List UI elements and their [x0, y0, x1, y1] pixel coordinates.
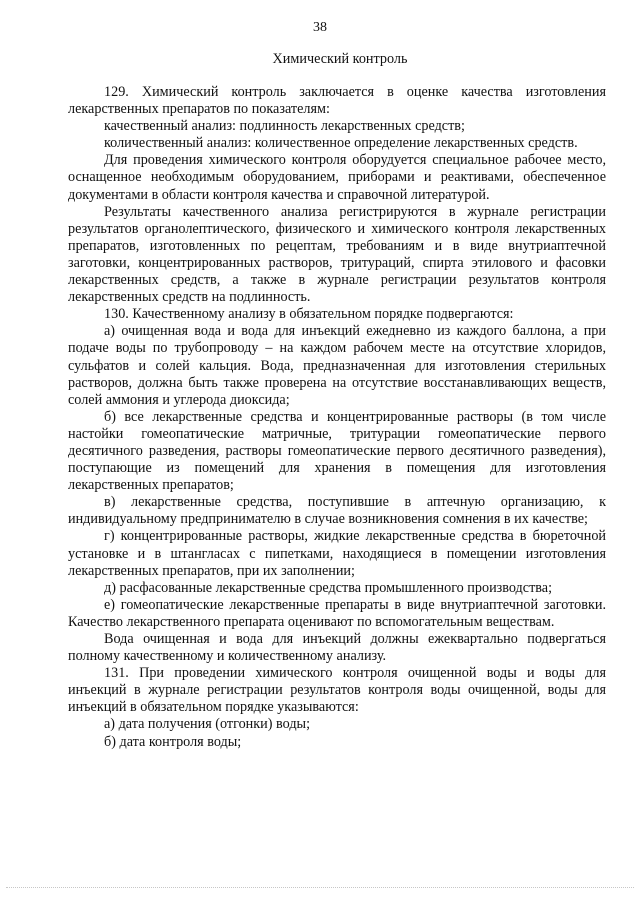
paragraph-workplace-equipment: Для проведения химического контроля оборудуется специальное рабочее место, оснащенное необходимым оборудованием, приборами и реактивами, обеспеченное документами в области контроля качества и справочной литературой.: [68, 152, 606, 203]
paragraph-129-intro: 129. Химический контроль заключается в оценке качества изготовления лекарственных препаратов по показателям:: [68, 84, 606, 118]
list-item-v-received: в) лекарственные средства, поступившие в аптечную организацию, к индивидуальному предпринимателю в случае возникновения сомнения в их качестве;: [68, 494, 606, 528]
paragraph-130-intro: 130. Качественному анализу в обязательном порядке подвергаются:: [104, 306, 514, 323]
list-item-e-homeopathic: е) гомеопатические лекарственные препараты в виде внутриаптечной заготовки. Качество лекарственного препарата оценивают по вспомогательным веществам.: [68, 596, 606, 630]
list-item-g-concentrated: г) концентрированные растворы, жидкие лекарственные средства в бюреточной установке и в штангласах с пипетками, находящиеся в помещении изготовления лекарственных препаратов, при их заполнении;: [68, 528, 606, 579]
document-body: [68, 84, 606, 751]
section-title: Химический контроль: [272, 51, 408, 67]
list-item-d-packaged: д) расфасованные лекарственные средства промышленного производства;: [104, 579, 553, 596]
list-item-b-date-control: б) дата контроля воды;: [104, 733, 242, 750]
list-item-a-date-received: а) дата получения (отгонки) воды;: [104, 716, 311, 733]
paragraph-quantitative-analysis: количественный анализ: количественное определение лекарственных средств.: [104, 135, 578, 152]
list-item-b-substances: б) все лекарственные средства и концентрированные растворы (в том числе настойки гомеопатические матричные, тритурации гомеопатические первого десятичного разведения, растворы гомеопатические первого десятичного разведения), поступающие из помещений для хранения в помещения для изготовления лекарственных препаратов;: [68, 408, 606, 494]
paragraph-131-intro: 131. При проведении химического контроля очищенной воды и воды для инъекций в журнале регистрации результатов контроля воды очищенной, воды для инъекций в обязательном порядке указываются:: [68, 665, 606, 716]
paragraph-qualitative-analysis: качественный анализ: подлинность лекарственных средств;: [104, 118, 465, 135]
page-number: 38: [313, 20, 327, 35]
paragraph-quarterly-analysis: Вода очищенная и вода для инъекций должны ежеквартально подвергаться полному качественному и количественному анализу.: [68, 631, 606, 665]
list-item-a-water: а) очищенная вода и вода для инъекций ежедневно из каждого баллона, а при подаче воды по трубопроводу – на каждом рабочем месте на отсутствие хлоридов, сульфатов и солей кальция. Вода, предназначенная для изготовления стерильных растворов, должна быть также проверена на отсутствие восстанавливающих веществ, солей аммония и углерода диоксида;: [68, 323, 606, 408]
scan-edge-line: [6, 887, 634, 888]
paragraph-results-registration: Результаты качественного анализа регистрируются в журнале регистрации результатов органолептического, физического и химического контроля лекарственных препаратов, изготовленных по рецептам, требованиям и в виде внутриаптечной заготовки, концентрированных растворов, тритураций, спирта этилового и фасовки лекарственных средств, а также в журнале регистрации результатов контроля лекарственных средств на подлинность.: [68, 203, 606, 306]
